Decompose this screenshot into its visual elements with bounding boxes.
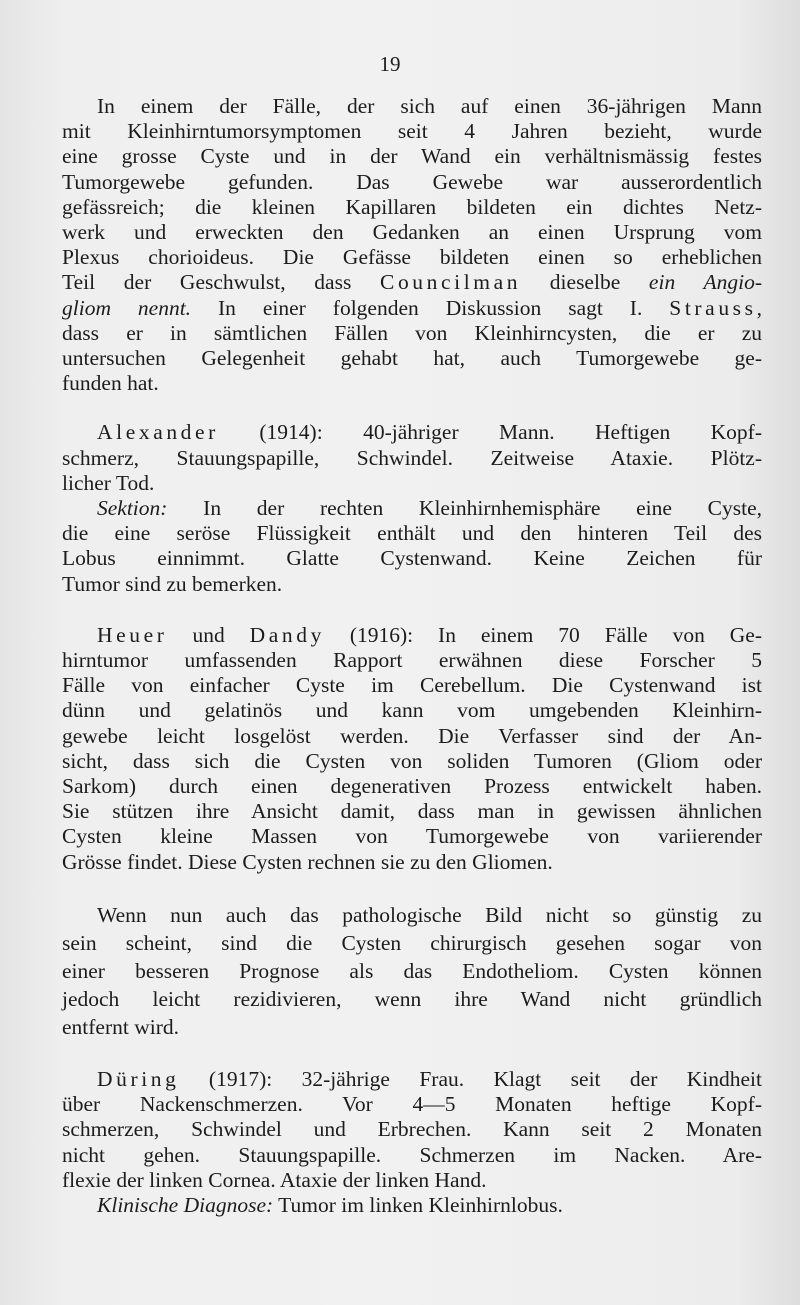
text-line: sicht, dass sich die Cysten von soliden Tumoren (Gliom oder [62,748,762,773]
text-line: jedoch leicht rezidivieren, wenn ihre Wand nicht gründlich [62,986,762,1011]
text-line: Klinische Diagnose: Tumor im linken Kleinhirnlobus. [97,1192,563,1217]
paragraph-angioglioma-case [62,94,762,396]
paragraph-autopsy [62,496,762,597]
text-line: schmerz, Stauungspapille, Schwindel. Zeitweise Ataxie. Plötz- [62,445,762,470]
text-line: flexie der linken Cornea. Ataxie der linken Hand. [62,1167,487,1192]
text-line: In einem der Fälle, der sich auf einen 36-jährigen Mann [97,94,762,118]
text-line: Fälle von einfacher Cyste im Cerebellum. Die Cystenwand ist [62,673,762,698]
text-line: gewebe leicht losgelöst werden. Die Verfasser sind der An- [62,723,762,748]
author-name: Strauss [669,295,757,320]
text-line: licher Tod. [62,470,155,495]
page-number: 19 [379,52,401,76]
text-line: Heuer und Dandy (1916): In einem 70 Fälle von Ge- [97,622,763,647]
text-line: über Nackenschmerzen. Vor 4—5 Monaten heftige Kopf- [62,1092,762,1117]
paragraph-prognosis [62,901,762,1041]
paragraph-alexander-case [62,420,762,496]
italic-term: gliom nennt. [62,295,192,320]
text-line: Sie stützen ihre Ansicht damit, dass man in gewissen ähnlichen [62,799,762,824]
text-line: schmerzen, Schwindel und Erbrechen. Kann seit 2 Monaten [62,1117,762,1142]
text-line: entfernt wird. [62,1014,180,1039]
text-line: mit Kleinhirntumorsymptomen seit 4 Jahren bezieht, wurde [62,119,762,144]
paragraph-during-case [62,1067,762,1193]
author-name: Düring [97,1066,180,1091]
text-line: Cysten kleine Massen von Tumorgewebe von variierender [62,824,762,849]
text-line: Wenn nun auch das pathologische Bild nicht so günstig zu [97,902,762,927]
text-line: Tumorgewebe gefunden. Das Gewebe war ausserordentlich [62,169,762,194]
text-line: Grösse findet. Diese Cysten rechnen sie zu den Gliomen. [62,849,553,874]
author-name: Councilman [380,270,522,295]
page-body [62,94,762,1218]
text-line: funden hat. [62,371,159,396]
text-line: gliom nennt. In einer folgenden Diskussion sagt I. Strauss, [62,295,762,320]
text-line: die eine seröse Flüssigkeit enthält und den hinteren Teil des [62,521,762,546]
text-line: Alexander (1914): 40-jähriger Mann. Heftigen Kopf- [97,420,762,445]
text-line: Teil der Geschwulst, dass Councilman dieselbe ein Angio- [62,270,762,295]
text-line: Sektion: In der rechten Kleinhirnhemisphäre eine Cyste, [97,496,762,521]
text-line: Sarkom) durch einen degenerativen Prozess entwickelt haben. [62,774,762,799]
text-line: dünn und gelatinös und kann vom umgebenden Kleinhirn- [62,698,762,723]
text-line: sein scheint, sind die Cysten chirurgisch gesehen sogar von [62,930,762,955]
text-line: nicht gehen. Stauungspapille. Schmerzen im Nacken. Are- [62,1142,762,1167]
text-line: einer besseren Prognose als das Endotheliom. Cysten können [62,958,762,983]
text-line: werk und erweckten den Gedanken an einen Ursprung vom [62,220,762,245]
text-line: Tumor sind zu bemerken. [62,571,283,596]
text-line: Plexus chorioideus. Die Gefässe bildeten einen so erheblichen [62,245,762,270]
italic-term: Klinische Diagnose: [97,1192,274,1217]
text-line: Lobus einnimmt. Glatte Cystenwand. Keine Zeichen für [62,546,762,571]
italic-term: ein Angio- [648,270,762,295]
author-name: Heuer [97,622,168,647]
paragraph-heuer-dandy-case [62,623,762,875]
author-name: Dandy [249,622,325,647]
text-line: eine grosse Cyste und in der Wand ein verhältnismässig festes [62,144,762,169]
text-line: dass er in sämtlichen Fällen von Kleinhirncysten, die er zu [62,320,762,345]
paragraph-clinical-diagnosis [62,1193,762,1218]
text-line: hirntumor umfassenden Rapport erwähnen diese Forscher 5 [62,648,762,673]
text-line: untersuchen Gelegenheit gehabt hat, auch Tumorgewebe ge- [62,346,762,371]
italic-term: Sektion: [97,496,168,521]
text-line: Düring (1917): 32-jährige Frau. Klagt seit der Kindheit [97,1066,762,1091]
author-name: Alexander [97,420,219,445]
text-line: gefässreich; die kleinen Kapillaren bildeten ein dichtes Netz- [62,194,762,219]
